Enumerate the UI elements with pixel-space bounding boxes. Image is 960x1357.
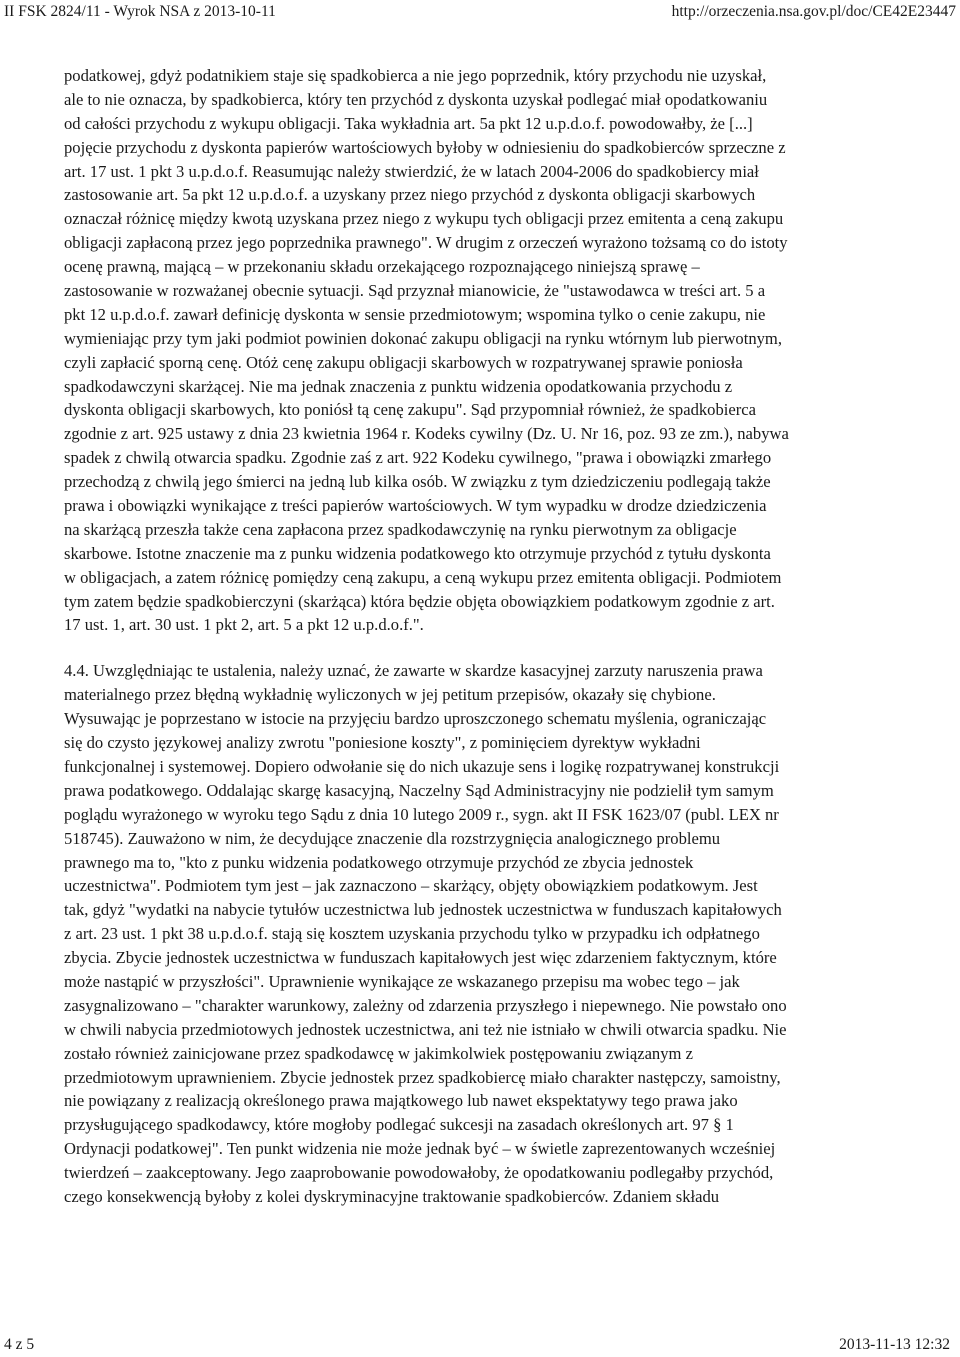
text-line: zastosowanie art. 5a pkt 12 u.p.d.o.f. a uzyskany przez niego przychód z dyskonta obligacji skarbowych <box>64 185 756 205</box>
text-line: zasygnalizowano – "charakter warunkowy, zależny od zdarzenia przyszłego i niepewnego. Nie powstało ono <box>64 995 787 1015</box>
text-line: wymieniając przy tym jaki podmiot powinien dokonać zakupu obligacji na rynku wtórnym lub pierwotnym, <box>64 328 782 348</box>
document-title: II FSK 2824/11 - Wyrok NSA z 2013-10-11 <box>4 3 276 20</box>
text-line: tym zatem będzie spadkobierczyni (skarżąca) która będzie objęta obowiązkiem podatkowym zgodnie z art. <box>64 591 775 611</box>
text-line: nie powiązany z realizacją określonego prawa majątkowego lub nawet ekspektatywy tego prawa jako <box>64 1091 738 1111</box>
text-line: 518745). Zauważono w nim, że decydujące znaczenie dla rozstrzygnięcia analogicznego problemu <box>64 828 721 848</box>
page-url[interactable]: http://orzeczenia.nsa.gov.pl/doc/CE42E23447 <box>671 3 956 20</box>
text-line: prawa i obowiązki wynikające z treści papierów wartościowych. W tym wypadku w drodze dziedziczenia <box>64 496 767 516</box>
text-line: 4.4. Uwzględniając te ustalenia, należy uznać, że zawarte w skardze kasacyjnej zarzuty naruszenia prawa <box>64 661 763 681</box>
text-line: materialnego przez błędną wykładnię wyliczonych w jej petitum przepisów, okazały się chybione. <box>64 685 716 705</box>
text-line: czego konsekwencją byłoby z kolei dyskryminacyjne traktowanie spadkobierców. Zdaniem składu <box>64 1186 720 1206</box>
text-line: zbycia. Zbycie jednostek uczestnictwa w funduszach kapitałowych jest więc zdarzeniem faktycznym, które <box>64 948 777 968</box>
text-line: prawnego ma to, "kto z punku widzenia podatkowego otrzymuje przychód ze zbycia jednostek <box>64 852 694 872</box>
text-line: oznaczał różnicę między kwotą uzyskana przez niego z wykupu tych obligacji przez emitenta a ceną zakupu <box>64 209 784 229</box>
text-line: spadek z chwilą otwarcia spadku. Zgodnie zaś z art. 922 Kodeku cywilnego, "prawa i obowiązki zmarłego <box>64 448 772 468</box>
text-line: przechodzą z chwilą jego śmierci na jedną lub kilka osób. W związku z tym dziedziczeniu podlegają także <box>64 472 771 492</box>
text-line: pojęcie przychodu z dyskonta papierów wartościowych byłoby w odniesieniu do spadkobierców sprzeczne z <box>64 137 786 157</box>
text-line: może nastąpić w przyszłości". Uprawnienie wynikające ze wskazanego przepisu ma wobec tego – jak <box>64 971 740 991</box>
paragraph <box>64 64 906 637</box>
text-line: zastosowanie w rozważanej obecnie sytuacji. Sąd przyznał mianowicie, że "ustawodawca w treści art. 5 a <box>64 281 766 301</box>
text-line: skarbowe. Istotne znaczenie ma z punku widzenia podatkowego kto otrzymuje przychód z tytułu dyskonta <box>64 543 771 563</box>
text-line: prawa podatkowego. Oddalając skargę kasacyjną, Naczelny Sąd Administracyjny nie podzielił tym samym <box>64 780 774 800</box>
text-line: w chwili nabycia przedmiotowych jednostek uczestnictwa, ani też nie istniało w chwili otwarcia spadku. Nie <box>64 1019 787 1039</box>
text-line: się do czysto językowej analizy zwrotu "poniesione koszty", z pominięciem dyrektyw wykładni <box>64 733 701 753</box>
text-line: przysługującego spadkodawcy, które mogłoby podlegać sukcesji na zasadach określonych art. 97 § 1 <box>64 1115 734 1135</box>
text-line: pkt 12 u.p.d.o.f. zawarł definicję dyskonta w sensie przedmiotowym; wspomina tylko o cenie zakupu, nie <box>64 304 766 324</box>
text-line: zgodnie z art. 925 ustawy z dnia 23 kwietnia 1964 r. Kodeks cywilny (Dz. U. Nr 16, poz. 93 ze zm.), nabywa <box>64 424 789 444</box>
text-line: twierdzeń – zaakceptowany. Jego zaaprobowanie powodowałoby, że opodatkowaniu podlegałby przychód, <box>64 1163 774 1183</box>
text-line: dyskonta obligacji skarbowych, kto poniósł tą cenę zakupu". Sąd przypomniał również, że spadkobierca <box>64 400 756 420</box>
text-line: w obligacjach, a zatem różnicę pomiędzy ceną zakupu, a ceną wykupu przez emitenta obligacji. Podmiotem <box>64 567 782 587</box>
text-line: uczestnictwa". Podmiotem tym jest – jak zaznaczono – skarżący, objęty obowiązkiem podatkowym. Jest <box>64 876 758 896</box>
text-line: czyli zapłacić sporną cenę. Otóż cenę zakupu obligacji skarbowych w rozpatrywanej sprawie poniosła <box>64 352 743 372</box>
paragraph <box>64 659 906 1208</box>
page-number: 4 z 5 <box>4 1336 35 1353</box>
text-line: ale to nie oznacza, by spadkobierca, który ten przychód z dyskonta uzyskał podlegać miał opodatkowaniu <box>64 89 768 109</box>
text-line: funkcjonalnej i systemowej. Dopiero odwołanie się do nich ukazuje sens i logikę rozpatrywanej konstrukcji <box>64 756 780 776</box>
text-line: podatkowej, gdyż podatnikiem staje się spadkobierca a nie jego poprzednik, który przychodu nie uzyskał, <box>64 66 767 85</box>
text-line: z art. 23 ust. 1 pkt 38 u.p.d.o.f. stają się kosztem uzyskania przychodu tylko w przypadku ich odpłatnego <box>64 924 760 944</box>
text-line: poglądu wyrażonego w wyroku tego Sądu z dnia 10 lutego 2009 r., sygn. akt II FSK 1623/07 (publ. LEX nr <box>64 804 779 824</box>
text-line: tak, gdyż "wydatki na nabycie tytułów uczestnictwa lub jednostek uczestnictwa w funduszach kapitałowych <box>64 900 782 920</box>
text-line: spadkodawczyni skarżącej. Nie ma jednak znaczenia z punktu widzenia opodatkowania przychodu z <box>64 376 733 396</box>
text-line: od całości przychodu z wykupu obligacji. Taka wykładnia art. 5a pkt 12 u.p.d.o.f. powodowałby, że [...] <box>64 113 753 133</box>
text-line: na skarżącą przeszła także cena zapłacona przez spadkodawczynię na rynku pierwotnym za obligacje <box>64 519 737 539</box>
text-line: 17 ust. 1, art. 30 ust. 1 pkt 2, art. 5 a pkt 12 u.p.d.o.f.". <box>64 615 424 635</box>
text-line: ocenę prawną, mającą – w przekonaniu składu orzekającego rozpoznającego niniejszą sprawę – <box>64 257 700 277</box>
text-line: Wysuwając je poprzestano w istocie na przyjęciu bardzo uproszczonego schematu myślenia, ograniczając <box>64 709 767 729</box>
text-line: zostało również zainicjowane przez spadkodawcę w jakimkolwiek postępowaniu związanym z <box>64 1043 693 1063</box>
text-line: obligacji zapłaconą przez jego poprzednika prawnego". W drugim z orzeczeń wyrażono tożsamą co do istoty <box>64 233 788 253</box>
text-line: przedmiotowym uprawnieniem. Zbycie jednostek przez spadkobiercę miało charakter następczy, samoistny, <box>64 1067 781 1087</box>
print-datetime: 2013-11-13 12:32 <box>839 1336 950 1353</box>
text-line: art. 17 ust. 1 pkt 3 u.p.d.o.f. Reasumując należy stwierdzić, że w latach 2004-2006 do spadkobiercy miał <box>64 161 759 181</box>
text-line: Ordynacji podatkowej". Ten punkt widzenia nie może jednak być – w świetle zaprezentowanych wcześniej <box>64 1139 776 1159</box>
document-body <box>64 64 906 1209</box>
